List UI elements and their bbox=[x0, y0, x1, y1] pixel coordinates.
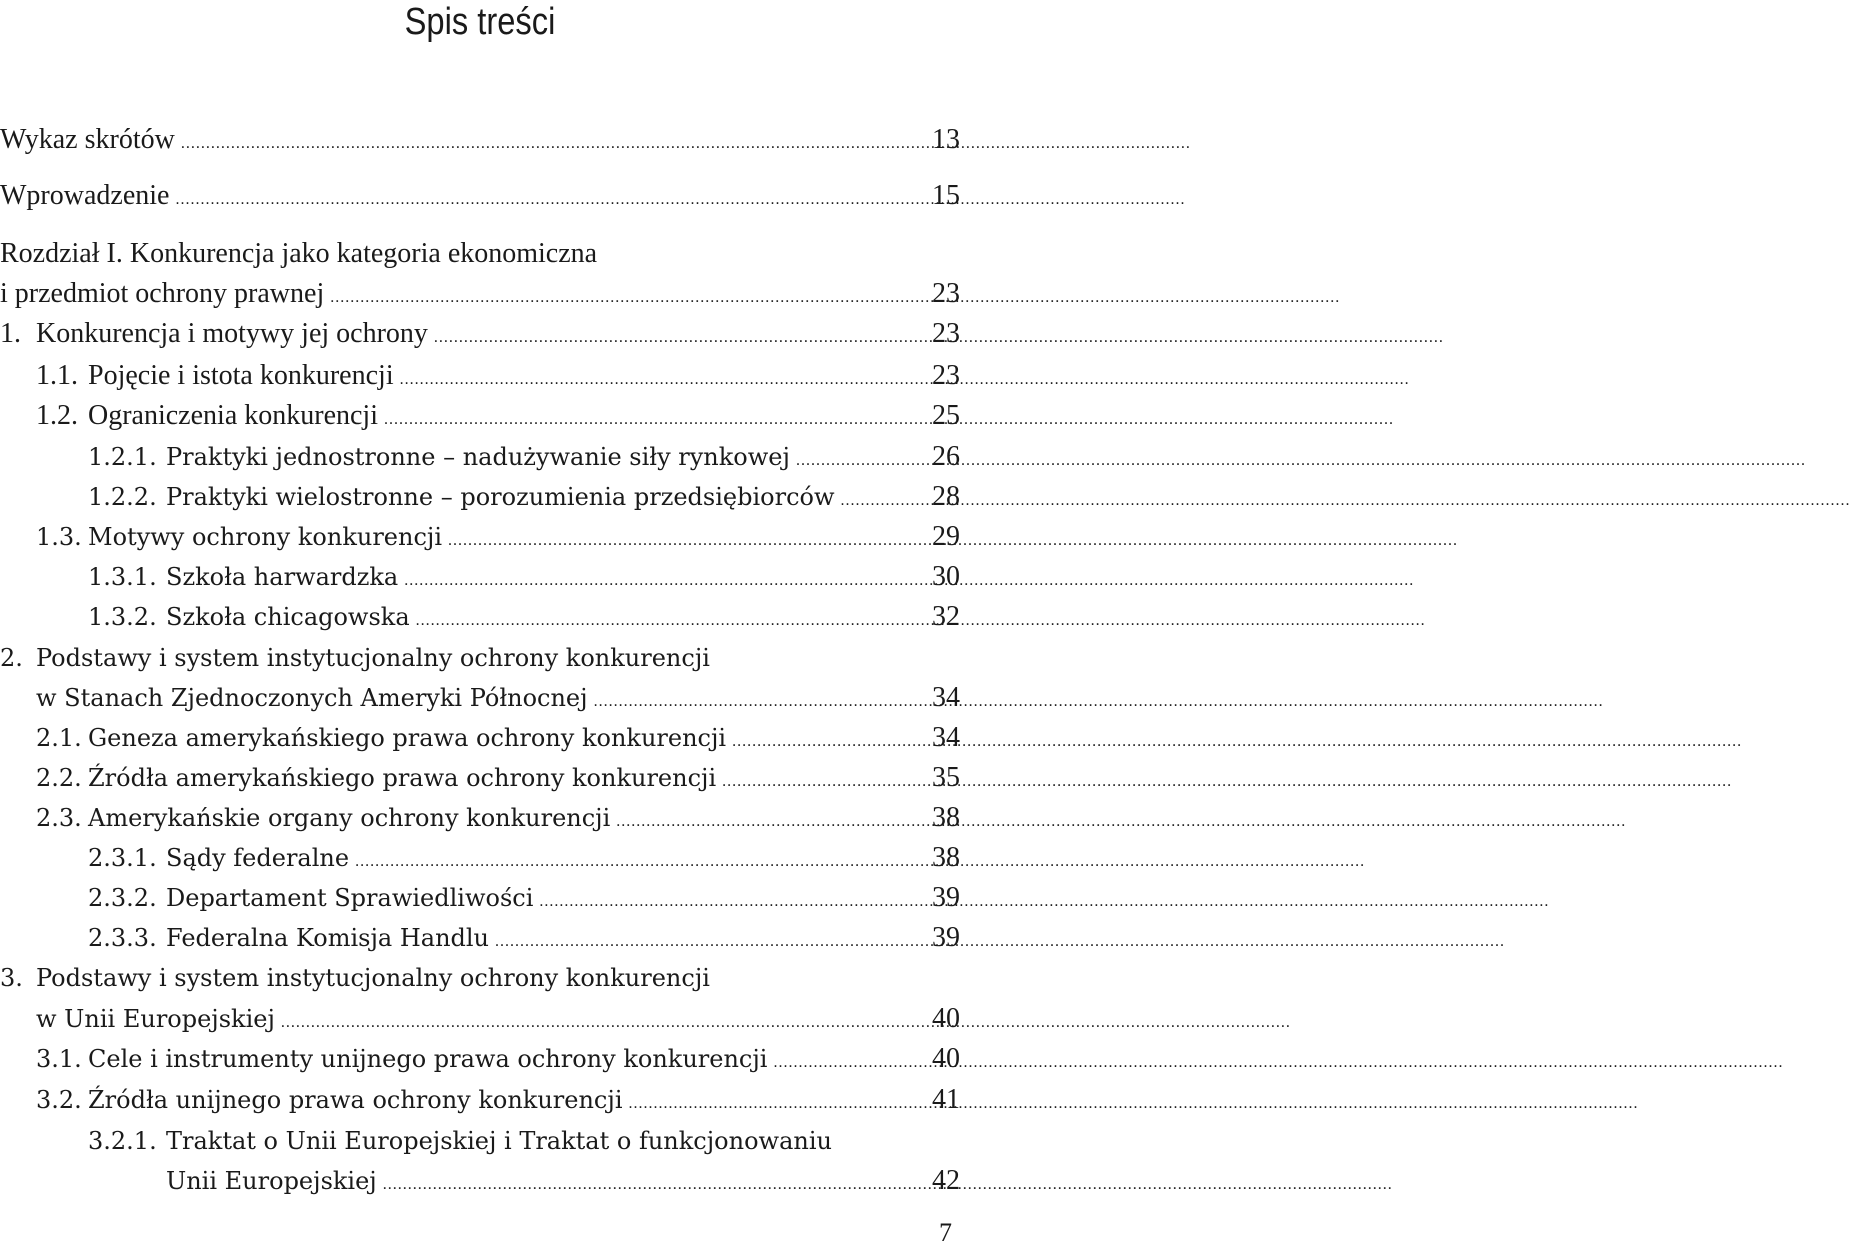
toc-entry-1-3-1[interactable] bbox=[88, 557, 960, 597]
toc-entry-page: 38 bbox=[932, 802, 960, 833]
dot-leader bbox=[384, 400, 1394, 440]
toc-entry-page: 35 bbox=[932, 762, 960, 793]
page-number: 7 bbox=[939, 1218, 952, 1247]
toc-entry-1-1[interactable] bbox=[36, 356, 960, 396]
toc-entry-text: Ograniczenia konkurencji bbox=[88, 400, 378, 431]
toc-entry-number: 2.3. bbox=[36, 804, 82, 832]
toc-entry-page: 13 bbox=[932, 124, 960, 155]
toc-entry-2-2[interactable] bbox=[36, 758, 960, 798]
dot-leader bbox=[181, 124, 1191, 164]
dot-leader bbox=[732, 722, 1742, 762]
toc-entry-page: 34 bbox=[932, 682, 960, 713]
toc-entry-rozdzial-1-line-2[interactable] bbox=[0, 274, 960, 314]
toc-entry-3-line-2[interactable] bbox=[36, 999, 960, 1039]
toc-entry-text: Departament Sprawiedliwości bbox=[166, 884, 534, 912]
toc-entry-2-line-1[interactable] bbox=[0, 638, 960, 678]
toc-entry-text: Unii Europejskiej bbox=[166, 1167, 377, 1195]
toc-entry-wykaz-skrotow[interactable] bbox=[0, 120, 960, 160]
toc-entry-text: Wykaz skrótów bbox=[0, 124, 175, 155]
toc-entry-page: 26 bbox=[932, 441, 960, 472]
toc-entry-text: Podstawy i system instytucjonalny ochrony konkurencji bbox=[36, 964, 710, 992]
dot-leader bbox=[416, 601, 1426, 641]
toc-entry-number: 1.1. bbox=[36, 360, 78, 391]
toc-entry-page: 40 bbox=[932, 1003, 960, 1034]
toc-entry-page: 38 bbox=[932, 842, 960, 873]
toc-entry-3-line-1[interactable] bbox=[0, 958, 960, 998]
toc-entry-number: 1.2. bbox=[36, 400, 78, 431]
dot-leader bbox=[404, 561, 1414, 601]
toc-entry-number: 1. bbox=[0, 318, 21, 349]
dot-leader bbox=[175, 180, 1185, 220]
dot-leader bbox=[616, 802, 1626, 842]
toc-entry-text: Praktyki wielostronne – porozumienia przedsiębiorców bbox=[166, 483, 835, 511]
toc-entry-page: 28 bbox=[932, 481, 960, 512]
toc-entry-number: 3.1. bbox=[36, 1045, 82, 1073]
dot-leader bbox=[495, 922, 1505, 962]
dot-leader bbox=[722, 762, 1732, 802]
toc-entry-1-2[interactable] bbox=[36, 396, 960, 436]
toc-entry-number: 2.3.3. bbox=[88, 924, 157, 952]
toc-entry-page: 30 bbox=[932, 561, 960, 592]
toc-entry-rozdzial-1-line-1[interactable] bbox=[0, 234, 960, 274]
toc-entry-text: Źródła amerykańskiego prawa ochrony konkurencji bbox=[88, 764, 717, 792]
toc-entry-text: Cele i instrumenty unijnego prawa ochrony konkurencji bbox=[88, 1045, 768, 1073]
toc-entry-text: Federalna Komisja Handlu bbox=[166, 924, 490, 952]
dot-leader bbox=[594, 682, 1604, 722]
toc-entry-wprowadzenie[interactable] bbox=[0, 176, 960, 216]
dot-leader bbox=[629, 1084, 1639, 1124]
toc-entry-text: Geneza amerykańskiego prawa ochrony konkurencji bbox=[88, 724, 727, 752]
toc-entry-text: Traktat o Unii Europejskiej i Traktat o funkcjonowaniu bbox=[166, 1127, 832, 1155]
toc-entry-page: 41 bbox=[932, 1084, 960, 1115]
toc-entry-page: 32 bbox=[932, 601, 960, 632]
toc-entry-number: 1.2.1. bbox=[88, 443, 157, 471]
toc-entry-1-2-1[interactable] bbox=[88, 437, 960, 477]
toc-entry-page: 42 bbox=[932, 1165, 960, 1196]
dot-leader bbox=[330, 278, 1340, 318]
dot-leader bbox=[841, 481, 1851, 521]
dot-leader bbox=[539, 882, 1549, 922]
toc-entry-2-3-3[interactable] bbox=[88, 918, 960, 958]
toc-entry-number: 2.1. bbox=[36, 724, 82, 752]
toc-entry-page: 39 bbox=[932, 882, 960, 913]
toc-entry-text: Podstawy i system instytucjonalny ochrony konkurencji bbox=[36, 644, 710, 672]
toc-entry-text: w Unii Europejskiej bbox=[36, 1005, 275, 1033]
toc-entry-number: 3.2.1. bbox=[88, 1127, 157, 1155]
toc-entry-text: Wprowadzenie bbox=[0, 180, 170, 211]
toc-entry-text: Szkoła harwardzka bbox=[166, 563, 399, 591]
dot-leader bbox=[355, 842, 1365, 882]
toc-entry-text: Sądy federalne bbox=[166, 844, 350, 872]
toc-entry-number: 1.3.2. bbox=[88, 603, 157, 631]
dot-leader bbox=[383, 1165, 1393, 1205]
toc-entry-text: Motywy ochrony konkurencji bbox=[88, 523, 443, 551]
toc-entry-number: 2.3.2. bbox=[88, 884, 157, 912]
toc-entry-text: Rozdział I. Konkurencja jako kategoria ekonomiczna bbox=[0, 238, 598, 269]
toc-entry-3-1[interactable] bbox=[36, 1039, 960, 1079]
toc-entry-2-1[interactable] bbox=[36, 718, 960, 758]
toc-entry-page: 40 bbox=[932, 1043, 960, 1074]
toc-entry-text: Praktyki jednostronne – nadużywanie siły rynkowej bbox=[166, 443, 790, 471]
toc-entry-text: Źródła unijnego prawa ochrony konkurencji bbox=[88, 1086, 623, 1114]
toc-entry-page: 29 bbox=[932, 521, 960, 552]
toc-entry-2-3-1[interactable] bbox=[88, 838, 960, 878]
toc-entry-page: 23 bbox=[932, 318, 960, 349]
toc-entry-page: 23 bbox=[932, 360, 960, 391]
toc-entry-number: 1.3. bbox=[36, 523, 82, 551]
toc-entry-page: 23 bbox=[932, 278, 960, 309]
toc-entry-number: 1.3.1. bbox=[88, 563, 157, 591]
toc-entry-page: 15 bbox=[932, 180, 960, 211]
toc-entry-text: w Stanach Zjednoczonych Ameryki Północnej bbox=[36, 684, 588, 712]
dot-leader bbox=[773, 1043, 1783, 1083]
toc-entry-1-3[interactable] bbox=[36, 517, 960, 557]
toc-entry-2-line-2[interactable] bbox=[36, 678, 960, 718]
toc-entry-1-3-2[interactable] bbox=[88, 597, 960, 637]
dot-leader bbox=[400, 360, 1410, 400]
toc-entry-number: 3. bbox=[0, 964, 23, 992]
toc-entry-page: 39 bbox=[932, 922, 960, 953]
toc-entry-number: 2.2. bbox=[36, 764, 82, 792]
toc-entry-1-2-2[interactable] bbox=[88, 477, 960, 517]
toc-entry-text: Amerykańskie organy ochrony konkurencji bbox=[88, 804, 611, 832]
toc-entry-page: 25 bbox=[932, 400, 960, 431]
toc-entry-2-3[interactable] bbox=[36, 798, 960, 838]
toc-entry-text: Pojęcie i istota konkurencji bbox=[88, 360, 394, 391]
toc-entry-number: 2. bbox=[0, 644, 23, 672]
page-title: Spis treści bbox=[404, 1, 556, 43]
toc-entry-3-2-1-line-1[interactable] bbox=[88, 1121, 960, 1161]
toc-entry-number: 1.2.2. bbox=[88, 483, 157, 511]
toc-entry-number: 3.2. bbox=[36, 1086, 82, 1114]
toc-entry-2-3-2[interactable] bbox=[88, 878, 960, 918]
toc-entry-number: 2.3.1. bbox=[88, 844, 157, 872]
dot-leader bbox=[281, 1003, 1291, 1043]
toc-entry-1[interactable] bbox=[0, 314, 960, 354]
toc-entry-page: 34 bbox=[932, 722, 960, 753]
toc-entry-text: Konkurencja i motywy jej ochrony bbox=[36, 318, 428, 349]
toc-entry-text: Szkoła chicagowska bbox=[166, 603, 410, 631]
toc-entry-3-2-1-line-2[interactable] bbox=[166, 1161, 960, 1201]
toc-entry-3-2[interactable] bbox=[36, 1080, 960, 1120]
toc-entry-text: i przedmiot ochrony prawnej bbox=[0, 278, 325, 309]
